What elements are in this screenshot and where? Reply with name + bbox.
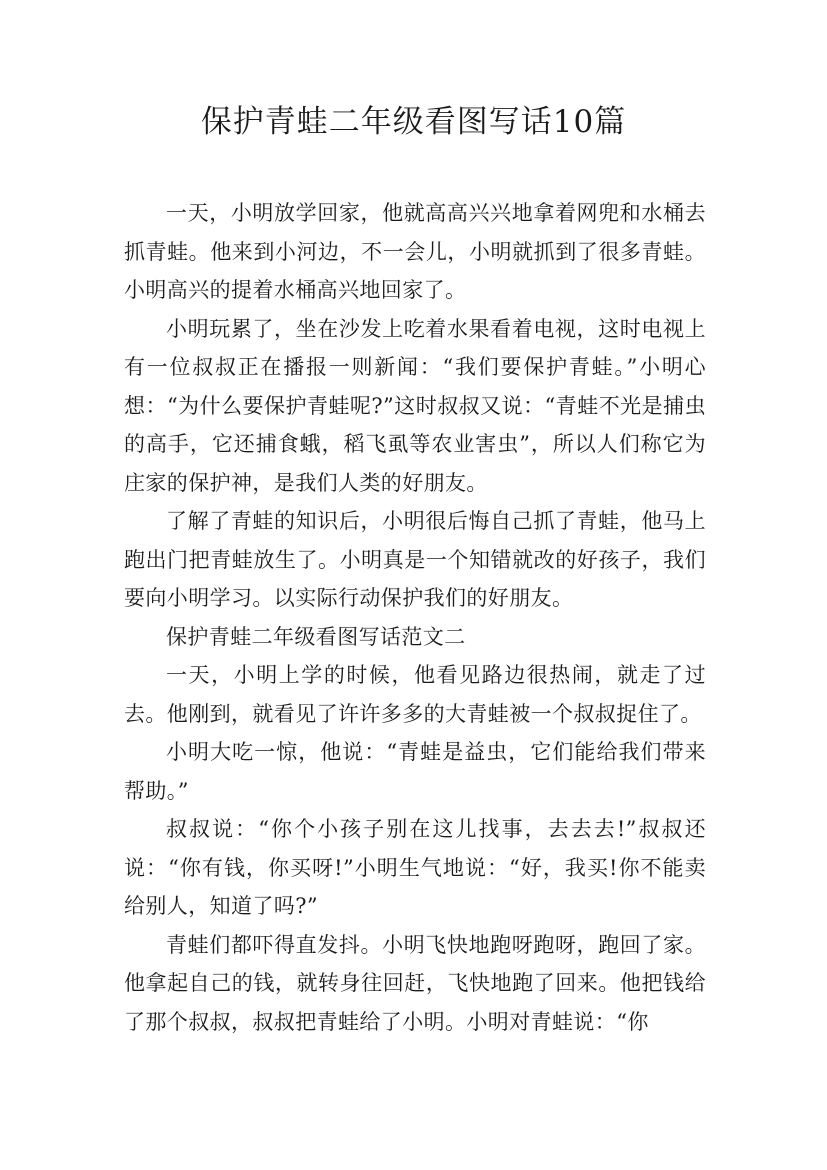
paragraph: 一天，小明放学回家，他就高高兴兴地拿着网兜和水桶去抓青蛙。他来到小河边，不一会儿，小明就抓到了很多青蛙。小明高兴的提着水桶高兴地回家了。 xyxy=(124,201,706,302)
document-title: 保护青蛙二年级看图写话10篇 xyxy=(200,104,627,140)
paragraph: 小明大吃一惊，他说：“青蛙是益虫，它们能给我们带来帮助。” xyxy=(124,740,706,803)
section-heading: 保护青蛙二年级看图写话范文二 xyxy=(166,624,466,649)
paragraph: 青蛙们都吓得直发抖。小明飞快地跑呀跑呀，跑回了家。他拿起自己的钱，就转身往回赶，飞快地跑了回来。他把钱给了那个叔叔，叔叔把青蛙给了小明。小明对青蛙说：“你 xyxy=(124,932,706,1034)
paragraph: 叔叔说：“你个小孩子别在这儿找事，去去去!”叔叔还说：“你有钱，你买呀!”小明生气地说：“好，我买!你不能卖给别人，知道了吗?” xyxy=(124,817,706,918)
paragraph: 小明玩累了，坐在沙发上吃着水果看着电视，这时电视上有一位叔叔正在播报一则新闻：“我们要保护青蛙。”小明心想：“为什么要保护青蛙呢?”这时叔叔又说：“青蛙不光是捕虫的高手，它还捕食蛾，稻飞虱等农业害虫”，所以人们称它为庄家的保护神，是我们人类的好朋友。 xyxy=(124,316,706,495)
paragraph: 一天，小明上学的时候，他看见路边很热闹，就走了过去。他刚到，就看见了许许多多的大青蛙被一个叔叔捉住了。 xyxy=(124,663,706,726)
paragraph: 了解了青蛙的知识后，小明很后悔自己抓了青蛙，他马上跑出门把青蛙放生了。小明真是一个知错就改的好孩子，我们要向小明学习。以实际行动保护我们的好朋友。 xyxy=(124,509,706,610)
document-body xyxy=(124,194,706,1041)
